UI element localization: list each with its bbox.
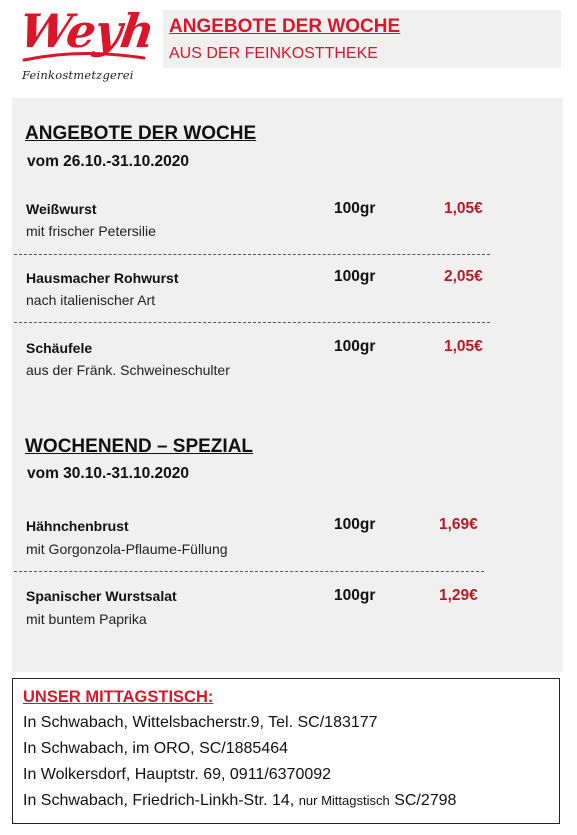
offer-item-name: Hähnchenbrust [26, 518, 129, 534]
offer-item-desc: aus der Fränk. Schweineschulter [26, 362, 230, 378]
dashed-divider [14, 571, 484, 572]
offer-item-price: 1,69€ [439, 516, 478, 533]
lunch-line-note: nur Mittagstisch [298, 793, 390, 808]
offer-item-desc: mit buntem Paprika [26, 611, 147, 627]
header-subtitle: AUS DER FEINKOSTTHEKE [169, 45, 378, 62]
offers-panel [12, 98, 563, 672]
offer-item-name: Schäufele [26, 340, 93, 356]
lunch-location-line: In Schwabach, im ORO, SC/1885464 [23, 740, 289, 757]
offer-item-qty: 100gr [334, 338, 376, 355]
offer-item-qty: 100gr [334, 587, 376, 604]
lunch-line-phone: SC/2798 [394, 792, 457, 809]
offer-item-price: 1,29€ [439, 587, 478, 604]
lunch-location-line: In Wolkersdorf, Hauptstr. 69, 0911/6370092 [23, 766, 332, 783]
offer-item-qty: 100gr [334, 200, 376, 217]
lunch-location-line [23, 792, 456, 810]
weyh-logo [16, 4, 158, 86]
dashed-divider [14, 254, 490, 255]
offer-item-desc: mit frischer Petersilie [26, 223, 156, 239]
lunch-location-line: In Schwabach, Wittelsbacherstr.9, Tel. SC/183177 [23, 714, 378, 731]
offer-item-qty: 100gr [334, 516, 376, 533]
weekly-title: ANGEBOTE DER WOCHE [25, 123, 257, 144]
offer-item-price: 1,05€ [444, 200, 483, 217]
lunch-title: UNSER MITTAGSTISCH: [23, 688, 214, 706]
offer-item-price: 2,05€ [444, 268, 483, 285]
header-banner [163, 10, 561, 68]
offer-item-name: Hausmacher Rohwurst [26, 270, 179, 286]
lunch-info-box [12, 678, 560, 824]
lunch-line-address: In Schwabach, Friedrich-Linkh-Str. 14, [23, 792, 295, 809]
offer-item-qty: 100gr [334, 268, 376, 285]
offer-item-price: 1,05€ [444, 338, 483, 355]
dashed-divider [14, 322, 490, 323]
header-title: ANGEBOTE DER WOCHE [169, 16, 401, 37]
weekend-dates: vom 30.10.-31.10.2020 [27, 465, 190, 482]
weekly-dates: vom 26.10.-31.10.2020 [27, 153, 190, 170]
offer-item-name: Spanischer Wurstsalat [26, 588, 177, 604]
weekend-title: WOCHENEND – SPEZIAL [25, 436, 254, 457]
logo-tagline: Feinkostmetzgerei [22, 68, 134, 82]
logo-wordmark: Weyh [16, 4, 158, 58]
offer-item-desc: nach italienischer Art [26, 292, 156, 308]
offer-item-desc: mit Gorgonzola-Pflaume-Füllung [26, 541, 228, 557]
offer-item-name: Weißwurst [26, 201, 97, 217]
